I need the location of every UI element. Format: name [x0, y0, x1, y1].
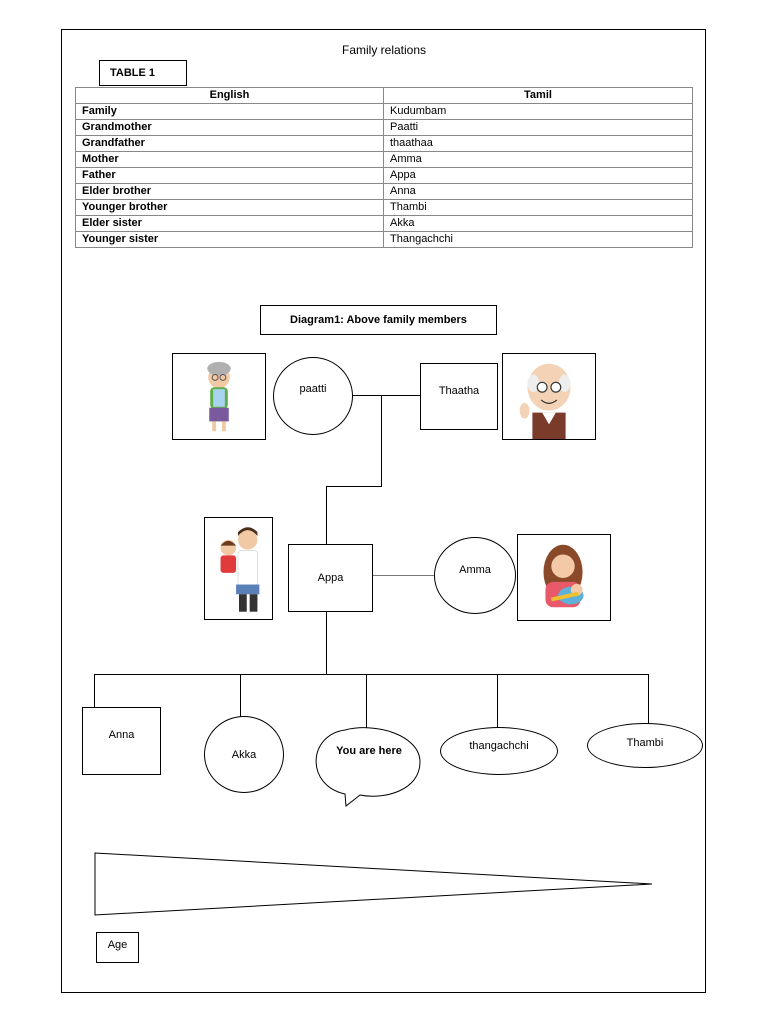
- tamil-cell: Thangachchi: [384, 232, 693, 248]
- age-wedge: [95, 853, 652, 915]
- english-cell: Elder sister: [76, 216, 384, 232]
- english-cell: Mother: [76, 152, 384, 168]
- english-cell: Grandmother: [76, 120, 384, 136]
- tamil-cell: Kudumbam: [384, 104, 693, 120]
- node-akka: Akka: [204, 716, 284, 793]
- table-header-english: English: [76, 88, 384, 104]
- tamil-cell: Appa: [384, 168, 693, 184]
- node-you-are-here: You are here: [336, 745, 402, 757]
- node-amma: Amma: [434, 537, 516, 614]
- node-anna: Anna: [82, 707, 161, 775]
- node-thambi: Thambi: [587, 723, 703, 768]
- tamil-cell: Anna: [384, 184, 693, 200]
- tamil-cell: thaathaa: [384, 136, 693, 152]
- node-paatti: paatti: [273, 357, 353, 435]
- tamil-cell: Amma: [384, 152, 693, 168]
- you-are-here-bubble: [316, 728, 420, 806]
- table-header-tamil: Tamil: [384, 88, 693, 104]
- table-label: TABLE 1: [99, 60, 187, 86]
- node-thaatha: Thaatha: [420, 363, 498, 430]
- english-cell: Younger sister: [76, 232, 384, 248]
- diagram-title: Diagram1: Above family members: [260, 305, 497, 335]
- page-title: Family relations: [341, 43, 427, 57]
- age-label: Age: [96, 932, 139, 963]
- english-cell: Father: [76, 168, 384, 184]
- tamil-cell: Akka: [384, 216, 693, 232]
- node-thangachchi: thangachchi: [440, 727, 558, 775]
- english-cell: Elder brother: [76, 184, 384, 200]
- node-appa: Appa: [288, 544, 373, 612]
- english-cell: Grandfather: [76, 136, 384, 152]
- tamil-cell: Paatti: [384, 120, 693, 136]
- english-cell: Family: [76, 104, 384, 120]
- english-cell: Younger brother: [76, 200, 384, 216]
- tamil-cell: Thambi: [384, 200, 693, 216]
